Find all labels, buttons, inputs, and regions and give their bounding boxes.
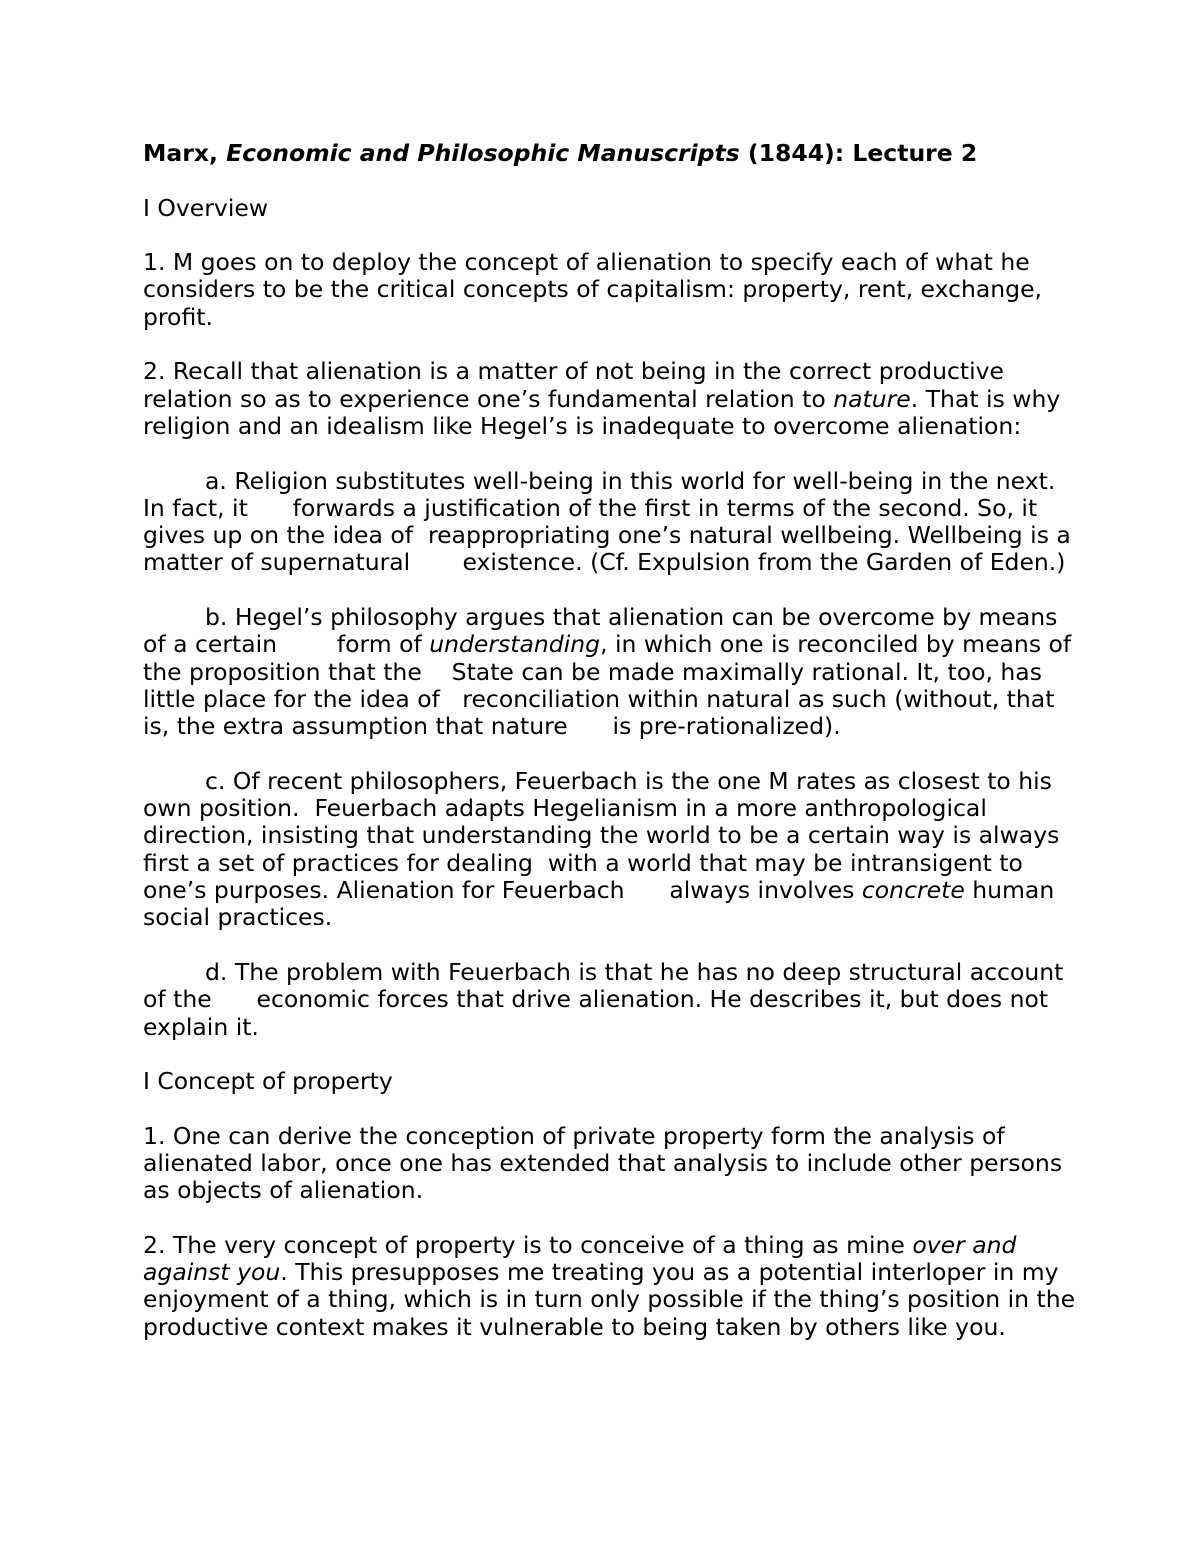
emphasis-understanding: understanding bbox=[429, 630, 601, 659]
emphasis-concrete: concrete bbox=[861, 876, 965, 905]
overview-item-c: c. Of recent philosophers, Feuerbach is the one M rates as closest to his own position. Feuerbach adapts Hegelianism in a more anthropological direction, insisting that understanding the world to be a certain way is always first a set of practices for dealing with a world that may be intransigent to one’s purposes. Alienation for Feuerbach always involves concrete human social practices. bbox=[143, 766, 1067, 932]
section-heading-property: I Concept of property bbox=[143, 1067, 393, 1096]
emphasis-nature: nature bbox=[833, 384, 911, 413]
document-page bbox=[143, 140, 1083, 1368]
overview-item-d: d. The problem with Feuerbach is that he has no deep structural account of the economic forces that drive alienation. He describes it, but does not explain it. bbox=[143, 957, 1071, 1041]
document-title bbox=[143, 140, 1083, 167]
overview-paragraph-1: 1. M goes on to deploy the concept of alienation to specify each of what he considers to be the critical concepts of capitalism: property, rent, exchange, profit. bbox=[143, 248, 1043, 331]
property-paragraph-2: 2. The very concept of property is to conceive of a thing as mine over and against you. This presupposes me treating you as a potential interloper in my enjoyment of a thing, which is in turn only possible if the thing’s position in the productive context makes it vulnerable to being taken by others like you. bbox=[143, 1230, 1076, 1341]
emphasis-over-and-against-you: over and against you bbox=[143, 1230, 1017, 1287]
overview-item-a: a. Religion substitutes well-being in this world for well-being in the next. In fact, it forwards a justification of the first in terms of the second. So, it gives up on the idea of reappropriating one’s natural wellbeing. Wellbeing is a matter of supernatural existence. (Cf. Expulsion from the Garden of Eden.) bbox=[143, 466, 1079, 577]
title-rest: (1844): Lecture 2 bbox=[739, 139, 978, 167]
overview-paragraph-2: 2. Recall that alienation is a matter of not being in the correct productive relation so as to experience one’s fundamental relation to nature. That is why religion and an idealism like Hegel’s is inadequate to overcome alienation: bbox=[143, 357, 1061, 440]
overview-item-b: b. Hegel’s philosophy argues that alienation can be overcome by means of a certain form of understanding, in which one is reconciled by means of the proposition that the State can be made maximally rational. It, too, has little place for the idea of reconciliation within natural as such (without, that is, the extra assumption that nature is pre-rationalized). bbox=[143, 603, 1079, 741]
title-work: Economic and Philosophic Manuscripts bbox=[226, 139, 740, 167]
title-author: Marx, bbox=[143, 139, 218, 167]
property-paragraph-1: 1. One can derive the conception of private property form the analysis of alienated labor, once one has extended that analysis to include other persons as objects of alienation. bbox=[143, 1121, 1063, 1205]
section-heading-overview: I Overview bbox=[143, 193, 269, 222]
